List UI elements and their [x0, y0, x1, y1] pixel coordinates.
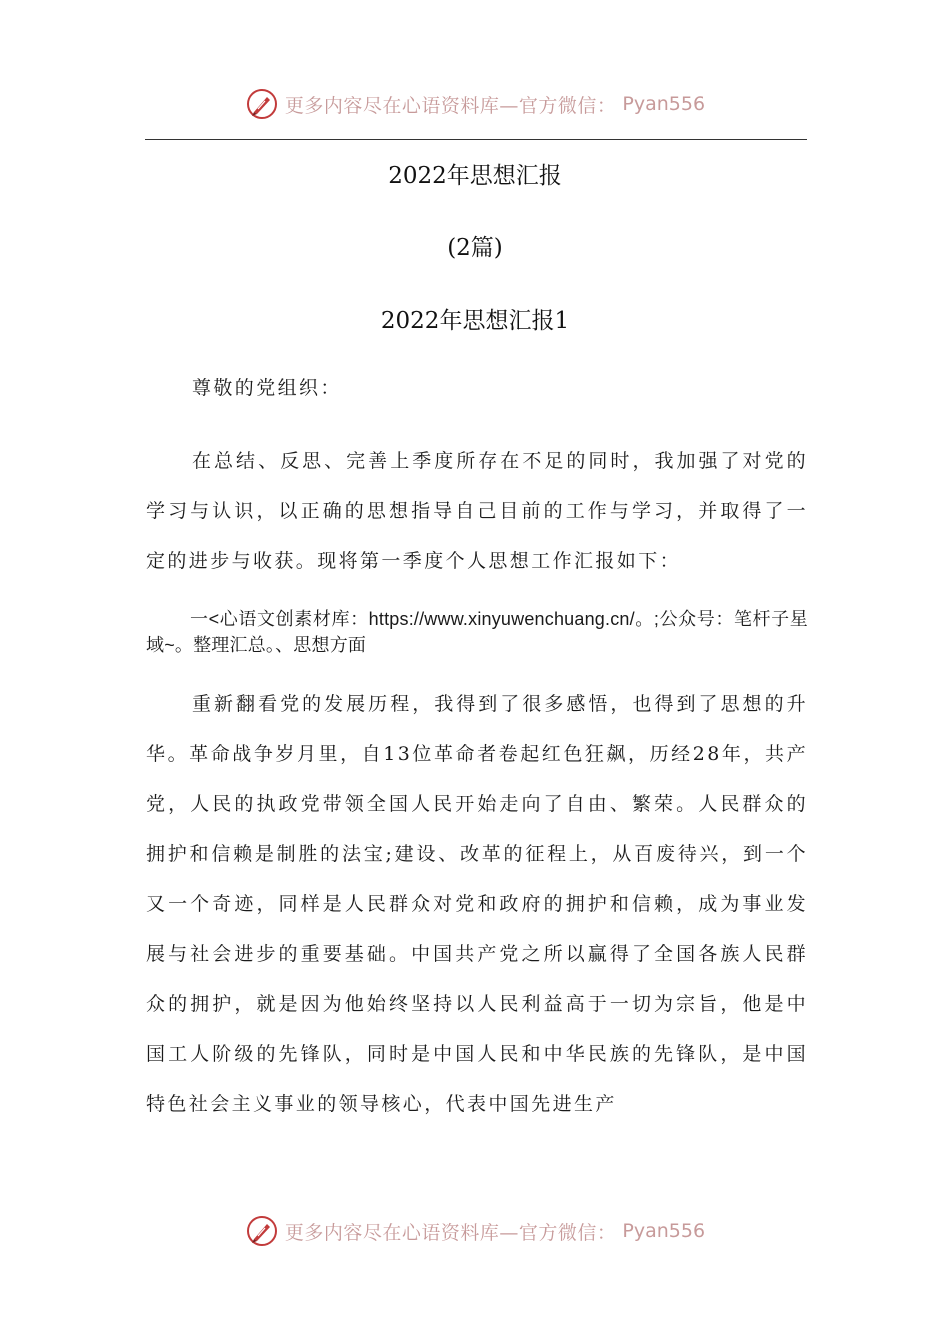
paragraph-2: 一<心语文创素材库：https://www.xinyuwenchuang.cn/。;公众号：笔杆子星域~。整理汇总。、思想方面	[146, 609, 808, 655]
banner-handle: Pyan556	[622, 93, 706, 115]
document-title: 2022年思想汇报	[388, 163, 562, 189]
banner-text: 更多内容尽在心语资料库—官方微信：	[284, 94, 617, 117]
header-divider	[145, 139, 807, 140]
paragraph-1: 在总结、反思、完善上季度所存在不足的同时，我加强了对党的学习与认识，以正确的思想指导自己目前的工作与学习，并取得了一定的进步与收获。现将第一季度个人思想工作汇报如下：	[146, 450, 808, 572]
pen-logo-icon	[245, 87, 279, 121]
banner-text: 更多内容尽在心语资料库—官方微信：	[284, 1221, 617, 1244]
footer-banner	[0, 1209, 950, 1253]
pen-logo-icon	[245, 1214, 279, 1248]
salutation: 尊敬的党组织：	[192, 377, 342, 399]
document-subtitle: (2篇)	[447, 235, 503, 261]
header-banner	[0, 82, 950, 126]
banner-handle: Pyan556	[622, 1220, 706, 1242]
paragraph-3: 重新翻看党的发展历程，我得到了很多感悟，也得到了思想的升华。革命战争岁月里，自13位革命者卷起红色狂飙，历经28年，共产党，人民的执政党带领全国人民开始走向了自由、繁荣。人民群众的拥护和信赖是制胜的法宝;建设、改革的征程上，从百废待兴，到一个又一个奇迹，同样是人民群众对党和政府的拥护和信赖，成为事业发展与社会进步的重要基础。中国共产党之所以赢得了全国各族人民群众的拥护，就是因为他始终坚持以人民利益高于一切为宗旨，他是中国工人阶级的先锋队，同时是中国人民和中华民族的先锋队，是中国特色社会主义事业的领导核心，代表中国先进生产	[146, 693, 808, 1115]
section-title: 2022年思想汇报1	[380, 308, 570, 334]
